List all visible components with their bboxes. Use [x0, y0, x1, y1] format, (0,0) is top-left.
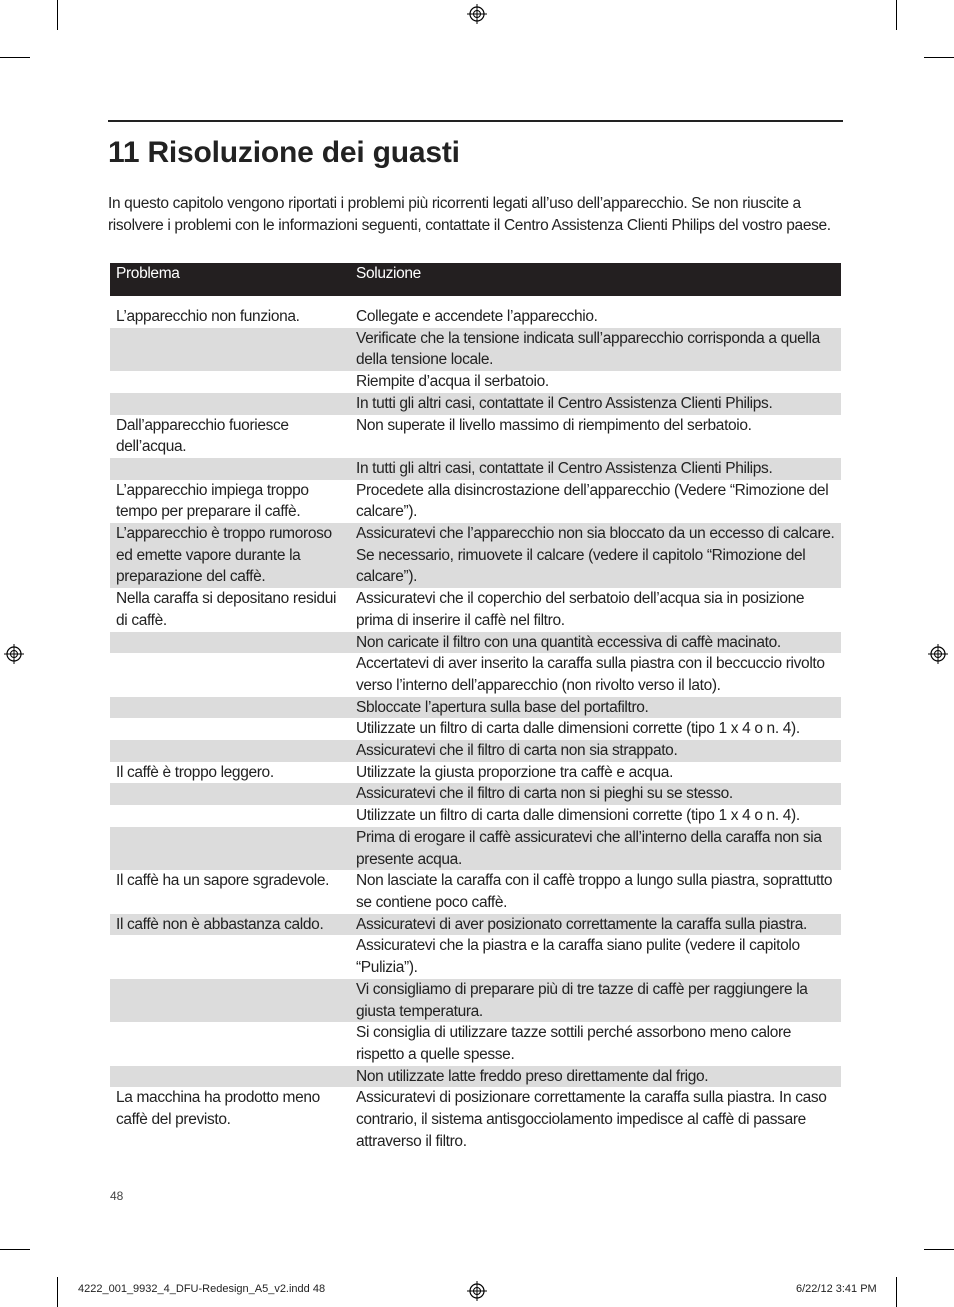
- solution-cell: Utilizzate un filtro di carta dalle dimensioni corrette (tipo 1 x 4 o n. 4).: [356, 807, 800, 825]
- problem-cell: L’apparecchio non funziona.: [116, 308, 300, 325]
- problem-cell: L’apparecchio è troppo rumoroso ed emette vapore durante la preparazione del caffè.: [110, 523, 350, 588]
- solution-cell: Utilizzate un filtro di carta dalle dimensioni corrette (tipo 1 x 4 o n. 4).: [356, 720, 800, 738]
- problem-cell: Il caffè ha un sapore sgradevole.: [116, 872, 330, 890]
- problem-cell: [110, 979, 350, 1022]
- solution-cell: Non caricate il filtro con una quantità eccessiva di caffè macinato.: [350, 632, 841, 654]
- solution-cell: Utilizzate la giusta proporzione tra caffè e acqua.: [356, 763, 674, 781]
- table-row: [110, 415, 841, 458]
- page-title: 11 Risoluzione dei guasti: [108, 136, 460, 169]
- table-row: [110, 523, 841, 588]
- problem-cell: Nella caraffa si depositano residui di caffè.: [116, 590, 337, 629]
- problem-cell: [110, 718, 350, 740]
- problem-cell: [110, 827, 350, 870]
- solution-cell: Vi consigliamo di preparare più di tre tazze di caffè per raggiungere la giusta temperatura.: [350, 979, 841, 1022]
- solution-cell: In tutti gli altri casi, contattate il Centro Assistenza Clienti Philips.: [350, 393, 841, 415]
- table-row: [110, 697, 841, 719]
- solution-cell: Prima di erogare il caffè assicuratevi che all’interno della caraffa non sia presente acqua.: [350, 827, 841, 870]
- solution-cell: Non utilizzate latte freddo preso direttamente dal frigo.: [350, 1066, 841, 1088]
- solution-cell: Riempite d’acqua il serbatoio.: [356, 373, 549, 391]
- problem-cell: [110, 393, 350, 415]
- crop-mark: [0, 57, 30, 58]
- solution-cell: Assicuratevi di aver posizionato correttamente la caraffa sulla piastra.: [350, 914, 841, 936]
- intro-paragraph: [108, 193, 848, 237]
- problem-cell: [110, 740, 350, 762]
- print-slug-date: 6/22/12 3:41 PM: [796, 1283, 877, 1295]
- problem-cell: [110, 1022, 350, 1065]
- crop-mark: [0, 1249, 30, 1250]
- table-row: [110, 805, 841, 827]
- problem-cell: [110, 328, 350, 371]
- solution-cell: In tutti gli altri casi, contattate il Centro Assistenza Clienti Philips.: [350, 458, 841, 480]
- page-number: 48: [110, 1189, 124, 1203]
- problem-cell: [110, 697, 350, 719]
- problem-cell: [110, 1066, 350, 1088]
- problem-cell: Dall’apparecchio fuoriesce dell’acqua.: [116, 416, 289, 456]
- troubleshooting-table: [110, 263, 841, 1152]
- table-row: [110, 371, 841, 393]
- title-rule: [108, 120, 843, 122]
- solution-cell: Sbloccate l’apertura sulla base del portafiltro.: [350, 697, 841, 719]
- table-row: [110, 1066, 841, 1088]
- solution-cell: Assicuratevi che il filtro di carta non sia strappato.: [350, 740, 841, 762]
- crop-mark: [896, 1277, 897, 1307]
- registration-mark-icon: [4, 644, 24, 664]
- table-row: [110, 827, 841, 870]
- solution-cell: Verificate che la tensione indicata sull’apparecchio corrisponda a quella della tensione locale.: [350, 328, 841, 371]
- table-row: [110, 1087, 841, 1152]
- table-row: [110, 306, 841, 328]
- problem-cell: [110, 935, 350, 978]
- problem-cell: [110, 371, 350, 393]
- table-row: [110, 718, 841, 740]
- table-row: [110, 632, 841, 654]
- table-row: [110, 1022, 841, 1065]
- solution-cell: Collegate e accendete l’apparecchio.: [356, 308, 598, 325]
- registration-mark-icon: [467, 4, 487, 24]
- solution-cell: Assicuratevi che il filtro di carta non si pieghi su se stesso.: [350, 783, 841, 805]
- table-header-row: [110, 263, 841, 296]
- table-row: [110, 480, 841, 523]
- solution-cell: Assicuratevi che la piastra e la caraffa siano pulite (vedere il capitolo “Pulizia”).: [356, 937, 800, 977]
- problem-cell: [110, 458, 350, 480]
- solution-cell: Non lasciate la caraffa con il caffè troppo a lungo sulla piastra, soprattutto se contiene poco caffè.: [356, 872, 833, 911]
- header-solution: Soluzione: [350, 263, 841, 296]
- solution-cell: Accertatevi di aver inserito la caraffa sulla piastra con il beccuccio rivolto verso l’interno dell’apparecchio (non rivolto verso il lato).: [356, 655, 825, 694]
- intro-line: In questo capitolo vengono riportati i problemi più ricorrenti legati all’uso dell’apparecchio. Se non riuscite a: [108, 195, 801, 212]
- table-row: [110, 935, 841, 978]
- table-row: [110, 328, 841, 371]
- table-row: [110, 762, 841, 784]
- table-row: [110, 783, 841, 805]
- problem-cell: [110, 653, 350, 696]
- problem-cell: L’apparecchio impiega troppo tempo per preparare il caffè.: [116, 481, 309, 521]
- solution-cell: Assicuratevi che l’apparecchio non sia bloccato da un eccesso di calcare. Se necessario, rimuovete il calcare (vedere il capitolo “Rimozione del calcare”).: [350, 523, 841, 588]
- registration-mark-icon: [467, 1281, 487, 1301]
- problem-cell: [110, 783, 350, 805]
- table-row: [110, 393, 841, 415]
- solution-cell: Assicuratevi di posizionare correttamente la caraffa sulla piastra. In caso contrario, il sistema antisgocciolamento impedisce al caffè di passare attraverso il filtro.: [356, 1089, 827, 1150]
- table-row: [110, 979, 841, 1022]
- table-row: [110, 653, 841, 696]
- header-problem: Problema: [110, 263, 350, 296]
- crop-mark: [924, 57, 954, 58]
- problem-cell: Il caffè è troppo leggero.: [116, 763, 274, 781]
- table-row: [110, 914, 841, 936]
- crop-mark: [57, 0, 58, 30]
- crop-mark: [57, 1277, 58, 1307]
- problem-cell: [110, 805, 350, 827]
- solution-cell: Assicuratevi che il coperchio del serbatoio dell’acqua sia in posizione prima di inserire il caffè nel filtro.: [356, 590, 805, 629]
- table-gap: [110, 296, 841, 306]
- registration-mark-icon: [928, 644, 948, 664]
- table-row: [110, 458, 841, 480]
- problem-cell: [110, 632, 350, 654]
- solution-cell: Non superate il livello massimo di riempimento del serbatoio.: [356, 416, 752, 434]
- print-slug-file: 4222_001_9932_4_DFU-Redesign_A5_v2.indd 48: [78, 1283, 326, 1295]
- crop-mark: [896, 0, 897, 30]
- problem-cell: Il caffè non è abbastanza caldo.: [110, 914, 350, 936]
- table-row: [110, 588, 841, 631]
- problem-cell: La macchina ha prodotto meno caffè del previsto.: [116, 1089, 320, 1129]
- crop-mark: [924, 1249, 954, 1250]
- table-row: [110, 870, 841, 913]
- solution-cell: Procedete alla disincrostazione dell’apparecchio (Vedere “Rimozione del calcare”).: [356, 481, 829, 521]
- solution-cell: Si consiglia di utilizzare tazze sottili perché assorbono meno calore rispetto a quelle spesse.: [356, 1024, 792, 1063]
- table-row: [110, 740, 841, 762]
- intro-line: risolvere i problemi con le informazioni seguenti, contattate il Centro Assistenza Clienti Philips del vostro paese.: [108, 217, 831, 234]
